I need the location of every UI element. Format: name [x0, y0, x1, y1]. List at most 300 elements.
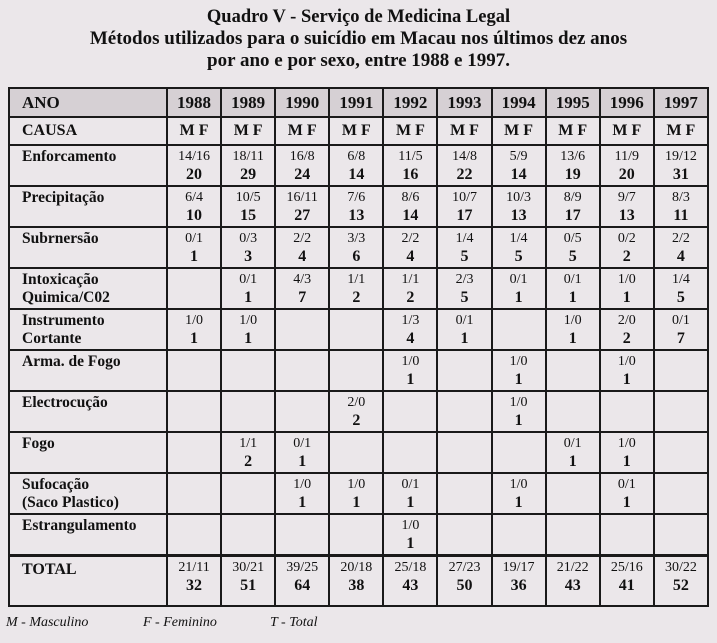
table-row — [9, 350, 708, 391]
value-cell — [492, 514, 546, 556]
total-count: 13 — [618, 207, 635, 224]
value-cell — [275, 432, 329, 473]
male-female-count: 21/22 — [556, 560, 589, 575]
cause-label: Fogo — [9, 432, 167, 473]
value-cell — [437, 350, 491, 391]
value-cell — [383, 391, 437, 432]
value-cell — [437, 432, 491, 473]
value-cell — [329, 268, 383, 309]
total-count: 43 — [564, 577, 581, 594]
male-female-count — [168, 433, 220, 436]
male-female-count — [493, 515, 545, 518]
legend-masculino: M - Masculino — [6, 615, 89, 630]
value-cell — [654, 432, 708, 473]
value-cell — [329, 473, 383, 514]
value-cell — [383, 186, 437, 227]
cause-label: Estrangulamento — [9, 514, 167, 556]
value-cell — [600, 268, 654, 309]
table-row — [9, 473, 708, 514]
mf-label: M F — [275, 117, 329, 145]
total-count: 1 — [514, 494, 523, 511]
male-female-count — [438, 392, 490, 395]
total-count: 2 — [622, 248, 631, 265]
value-cell — [437, 309, 491, 350]
value-cell — [221, 350, 275, 391]
male-female-count: 1/1 — [401, 272, 420, 287]
legend-total: T - Total — [270, 615, 318, 630]
value-cell — [437, 473, 491, 514]
total-count: 1 — [622, 453, 631, 470]
value-cell — [437, 268, 491, 309]
male-female-count — [276, 392, 328, 395]
value-cell — [275, 268, 329, 309]
male-female-count — [384, 433, 436, 436]
value-cell — [437, 227, 491, 268]
male-female-count — [547, 515, 599, 518]
value-cell — [546, 227, 600, 268]
total-count: 1 — [568, 289, 577, 306]
total-count: 13 — [348, 207, 365, 224]
total-count: 1 — [622, 371, 631, 388]
value-cell — [383, 227, 437, 268]
value-cell — [600, 227, 654, 268]
value-cell — [221, 391, 275, 432]
total-count: 64 — [294, 577, 311, 594]
male-female-count — [384, 392, 436, 395]
value-cell — [329, 391, 383, 432]
value-cell — [600, 432, 654, 473]
male-female-count — [168, 269, 220, 272]
total-count: 5 — [514, 248, 523, 265]
total-count: 20 — [186, 166, 203, 183]
value-cell — [383, 268, 437, 309]
value-cell — [329, 309, 383, 350]
table-row — [9, 145, 708, 186]
male-female-count: 0/1 — [401, 477, 420, 492]
value-cell — [221, 186, 275, 227]
year-header-1992: 1992 — [383, 88, 437, 117]
cause-label: Arma. de Fogo — [9, 350, 167, 391]
value-cell — [654, 186, 708, 227]
total-count: 22 — [456, 166, 473, 183]
total-count: 32 — [186, 577, 203, 594]
year-header-1993: 1993 — [437, 88, 491, 117]
total-count: 19 — [564, 166, 581, 183]
total-count: 2 — [352, 289, 361, 306]
male-female-count: 10/7 — [452, 190, 477, 205]
year-header-1991: 1991 — [329, 88, 383, 117]
male-female-count: 14/16 — [178, 149, 210, 164]
male-female-count: 0/1 — [293, 436, 312, 451]
value-cell — [329, 514, 383, 556]
male-female-count — [276, 310, 328, 313]
value-cell — [329, 350, 383, 391]
total-count: 41 — [618, 577, 635, 594]
value-cell — [221, 309, 275, 350]
male-female-count — [493, 433, 545, 436]
total-count: 1 — [352, 494, 361, 511]
value-cell — [600, 556, 654, 607]
value-cell — [546, 473, 600, 514]
total-count: 2 — [244, 453, 253, 470]
total-count: 1 — [406, 494, 415, 511]
mf-label: M F — [654, 117, 708, 145]
male-female-count: 18/11 — [232, 149, 264, 164]
value-cell — [383, 514, 437, 556]
male-female-count: 25/18 — [394, 560, 427, 575]
male-female-count: 8/6 — [401, 190, 420, 205]
male-female-count: 0/1 — [455, 313, 474, 328]
total-count: 1 — [190, 330, 199, 347]
total-count: 2 — [352, 412, 361, 429]
male-female-count: 0/2 — [617, 231, 636, 246]
value-cell — [492, 350, 546, 391]
male-female-count: 1/0 — [509, 395, 528, 410]
value-cell — [437, 514, 491, 556]
title-block — [0, 0, 717, 72]
male-female-count: 0/5 — [563, 231, 582, 246]
total-count: 24 — [294, 166, 311, 183]
value-cell — [167, 514, 221, 556]
value-cell — [600, 145, 654, 186]
male-female-count: 2/2 — [671, 231, 690, 246]
value-cell — [329, 145, 383, 186]
cause-label: Sufocação (Saco Plastico) — [9, 473, 167, 514]
male-female-count — [655, 433, 707, 436]
value-cell — [492, 227, 546, 268]
value-cell — [546, 556, 600, 607]
value-cell — [329, 556, 383, 607]
total-count: 1 — [244, 330, 253, 347]
value-cell — [600, 391, 654, 432]
value-cell — [654, 556, 708, 607]
total-count: 2 — [622, 330, 631, 347]
male-female-count: 8/9 — [563, 190, 582, 205]
male-female-count: 11/5 — [398, 149, 423, 164]
male-female-count — [655, 392, 707, 395]
table-row — [9, 432, 708, 473]
value-cell — [167, 556, 221, 607]
male-female-count: 1/0 — [239, 313, 258, 328]
value-cell — [329, 186, 383, 227]
male-female-count: 19/17 — [502, 560, 535, 575]
value-cell — [275, 514, 329, 556]
year-header-1989: 1989 — [221, 88, 275, 117]
male-female-count: 1/0 — [563, 313, 582, 328]
male-female-count — [655, 474, 707, 477]
male-female-count: 1/0 — [293, 477, 312, 492]
male-female-count: 1/0 — [347, 477, 366, 492]
male-female-count: 1/0 — [401, 354, 420, 369]
male-female-count: 1/0 — [509, 354, 528, 369]
value-cell — [167, 227, 221, 268]
male-female-count: 0/3 — [239, 231, 258, 246]
male-female-count — [168, 515, 220, 518]
total-count: 7 — [676, 330, 685, 347]
male-female-count: 19/12 — [664, 149, 697, 164]
male-female-count — [438, 351, 490, 354]
table-subtitle-line-2: por ano e por sexo, entre 1988 e 1997. — [207, 50, 510, 71]
male-female-count: 20/18 — [340, 560, 373, 575]
value-cell — [492, 268, 546, 309]
value-cell — [492, 309, 546, 350]
value-cell — [167, 432, 221, 473]
value-cell — [492, 145, 546, 186]
value-cell — [221, 268, 275, 309]
value-cell — [546, 350, 600, 391]
total-count: 43 — [402, 577, 419, 594]
value-cell — [275, 186, 329, 227]
value-cell — [654, 514, 708, 556]
mf-label: M F — [546, 117, 600, 145]
value-cell — [383, 350, 437, 391]
male-female-count: 7/6 — [347, 190, 366, 205]
total-count: 1 — [568, 330, 577, 347]
table-row — [9, 514, 708, 556]
value-cell — [654, 391, 708, 432]
male-female-count: 2/2 — [401, 231, 420, 246]
total-count: 4 — [676, 248, 685, 265]
total-row — [9, 556, 708, 607]
value-cell — [600, 186, 654, 227]
value-cell — [329, 432, 383, 473]
total-label: TOTAL — [9, 556, 167, 607]
table-row — [9, 309, 708, 350]
male-female-count: 11/9 — [614, 149, 639, 164]
total-count: 14 — [510, 166, 527, 183]
value-cell — [654, 473, 708, 514]
value-cell — [492, 556, 546, 607]
value-cell — [600, 350, 654, 391]
male-female-count — [168, 392, 220, 395]
male-female-count — [276, 515, 328, 518]
total-count: 1 — [622, 289, 631, 306]
value-cell — [275, 227, 329, 268]
cause-label: Enforcamento — [9, 145, 167, 186]
value-cell — [275, 350, 329, 391]
male-female-count: 2/2 — [293, 231, 312, 246]
male-female-count — [330, 351, 382, 354]
value-cell — [221, 556, 275, 607]
total-count: 7 — [298, 289, 307, 306]
value-cell — [167, 268, 221, 309]
value-cell — [383, 145, 437, 186]
value-cell — [167, 391, 221, 432]
table-row — [9, 186, 708, 227]
total-count: 5 — [568, 248, 577, 265]
value-cell — [275, 309, 329, 350]
total-count: 2 — [406, 289, 415, 306]
value-cell — [546, 268, 600, 309]
value-cell — [654, 350, 708, 391]
cause-label: Instrumento Cortante — [9, 309, 167, 350]
legend-feminino: F - Feminino — [143, 615, 217, 630]
year-header-row — [9, 88, 708, 117]
male-female-count: 0/1 — [563, 436, 582, 451]
male-female-count: 30/22 — [664, 560, 697, 575]
year-header-1996: 1996 — [600, 88, 654, 117]
male-female-count: 16/8 — [289, 149, 315, 164]
value-cell — [654, 268, 708, 309]
value-cell — [492, 186, 546, 227]
value-cell — [654, 309, 708, 350]
total-count: 1 — [298, 453, 307, 470]
male-female-count — [655, 515, 707, 518]
value-cell — [221, 432, 275, 473]
year-header-1988: 1988 — [167, 88, 221, 117]
total-count: 11 — [673, 207, 689, 224]
male-female-count: 39/25 — [286, 560, 319, 575]
male-female-count: 1/1 — [347, 272, 366, 287]
value-cell — [437, 186, 491, 227]
male-female-count — [601, 392, 653, 395]
cause-header-row — [9, 117, 708, 145]
male-female-count: 1/1 — [239, 436, 258, 451]
year-header-1994: 1994 — [492, 88, 546, 117]
male-female-count: 30/21 — [232, 560, 265, 575]
value-cell — [437, 145, 491, 186]
male-female-count — [438, 474, 490, 477]
male-female-count: 1/0 — [617, 436, 636, 451]
total-count: 1 — [406, 371, 415, 388]
male-female-count — [547, 392, 599, 395]
value-cell — [654, 227, 708, 268]
year-header-1990: 1990 — [275, 88, 329, 117]
value-cell — [600, 514, 654, 556]
table-title: Quadro V - Serviço de Medicina Legal — [206, 7, 511, 27]
value-cell — [329, 227, 383, 268]
total-count: 1 — [622, 494, 631, 511]
value-cell — [275, 473, 329, 514]
value-cell — [167, 186, 221, 227]
value-cell — [546, 391, 600, 432]
value-cell — [383, 309, 437, 350]
value-cell — [437, 391, 491, 432]
total-count: 38 — [348, 577, 365, 594]
value-cell — [546, 186, 600, 227]
total-count: 1 — [568, 453, 577, 470]
total-count: 5 — [460, 248, 469, 265]
value-cell — [167, 473, 221, 514]
total-count: 1 — [244, 289, 253, 306]
male-female-count: 16/11 — [286, 190, 318, 205]
table-row — [9, 391, 708, 432]
table-row — [9, 227, 708, 268]
male-female-count — [222, 392, 274, 395]
value-cell — [546, 514, 600, 556]
total-count: 13 — [510, 207, 527, 224]
mf-label: M F — [167, 117, 221, 145]
male-female-count: 1/0 — [185, 313, 203, 328]
male-female-count: 5/9 — [509, 149, 528, 164]
total-count: 1 — [298, 494, 307, 511]
year-header-1995: 1995 — [546, 88, 600, 117]
total-count: 14 — [348, 166, 365, 183]
value-cell — [546, 432, 600, 473]
male-female-count: 8/3 — [671, 190, 690, 205]
value-cell — [383, 432, 437, 473]
cause-label: Subrnersão — [9, 227, 167, 268]
value-cell — [167, 309, 221, 350]
total-count: 1 — [406, 535, 415, 552]
male-female-count — [330, 310, 382, 313]
value-cell — [275, 145, 329, 186]
male-female-count — [438, 433, 490, 436]
male-female-count: 2/3 — [455, 272, 474, 287]
total-count: 10 — [186, 207, 203, 224]
male-female-count — [438, 515, 490, 518]
total-count: 29 — [240, 166, 257, 183]
male-female-count — [330, 515, 382, 518]
value-cell — [221, 145, 275, 186]
male-female-count: 14/8 — [452, 149, 477, 164]
total-count: 50 — [456, 577, 473, 594]
value-cell — [167, 350, 221, 391]
value-cell — [167, 145, 221, 186]
cause-label: Electrocução — [9, 391, 167, 432]
mf-label: M F — [221, 117, 275, 145]
male-female-count: 21/11 — [178, 560, 210, 575]
male-female-count: 13/6 — [560, 149, 586, 164]
total-count: 36 — [510, 577, 527, 594]
male-female-count — [222, 515, 274, 518]
male-female-count: 2/0 — [617, 313, 636, 328]
male-female-count: 27/23 — [448, 560, 481, 575]
male-female-count: 0/1 — [239, 272, 258, 287]
mf-label: M F — [492, 117, 546, 145]
male-female-count — [547, 474, 599, 477]
total-count: 51 — [240, 577, 257, 594]
male-female-count — [330, 433, 382, 436]
total-count: 31 — [672, 166, 689, 183]
total-count: 5 — [676, 289, 685, 306]
total-count: 16 — [402, 166, 419, 183]
value-cell — [221, 514, 275, 556]
total-count: 3 — [244, 248, 253, 265]
total-count: 27 — [294, 207, 311, 224]
male-female-count: 0/1 — [671, 313, 690, 328]
male-female-count — [547, 351, 599, 354]
mf-label: M F — [383, 117, 437, 145]
mf-label: M F — [329, 117, 383, 145]
value-cell — [221, 473, 275, 514]
total-count: 52 — [672, 577, 689, 594]
male-female-count: 1/0 — [509, 477, 528, 492]
total-count: 20 — [618, 166, 635, 183]
male-female-count — [601, 515, 653, 518]
suicide-methods-table — [8, 87, 709, 607]
table-row — [9, 268, 708, 309]
male-female-count: 6/8 — [347, 149, 366, 164]
value-cell — [383, 556, 437, 607]
male-female-count: 1/0 — [401, 518, 420, 533]
male-female-count — [655, 351, 707, 354]
male-female-count: 9/7 — [617, 190, 636, 205]
value-cell — [654, 145, 708, 186]
table-subtitle-line-1: Métodos utilizados para o suicídio em Macau nos últimos dez anos — [89, 28, 628, 49]
value-cell — [221, 227, 275, 268]
male-female-count: 4/3 — [293, 272, 312, 287]
total-count: 1 — [514, 371, 523, 388]
male-female-count: 0/1 — [563, 272, 582, 287]
total-count: 1 — [514, 412, 523, 429]
male-female-count: 0/1 — [509, 272, 528, 287]
male-female-count: 10/3 — [506, 190, 532, 205]
total-count: 1 — [190, 248, 199, 265]
male-female-count: 0/1 — [185, 231, 203, 246]
cause-label: Precipitação — [9, 186, 167, 227]
total-count: 1 — [514, 289, 523, 306]
